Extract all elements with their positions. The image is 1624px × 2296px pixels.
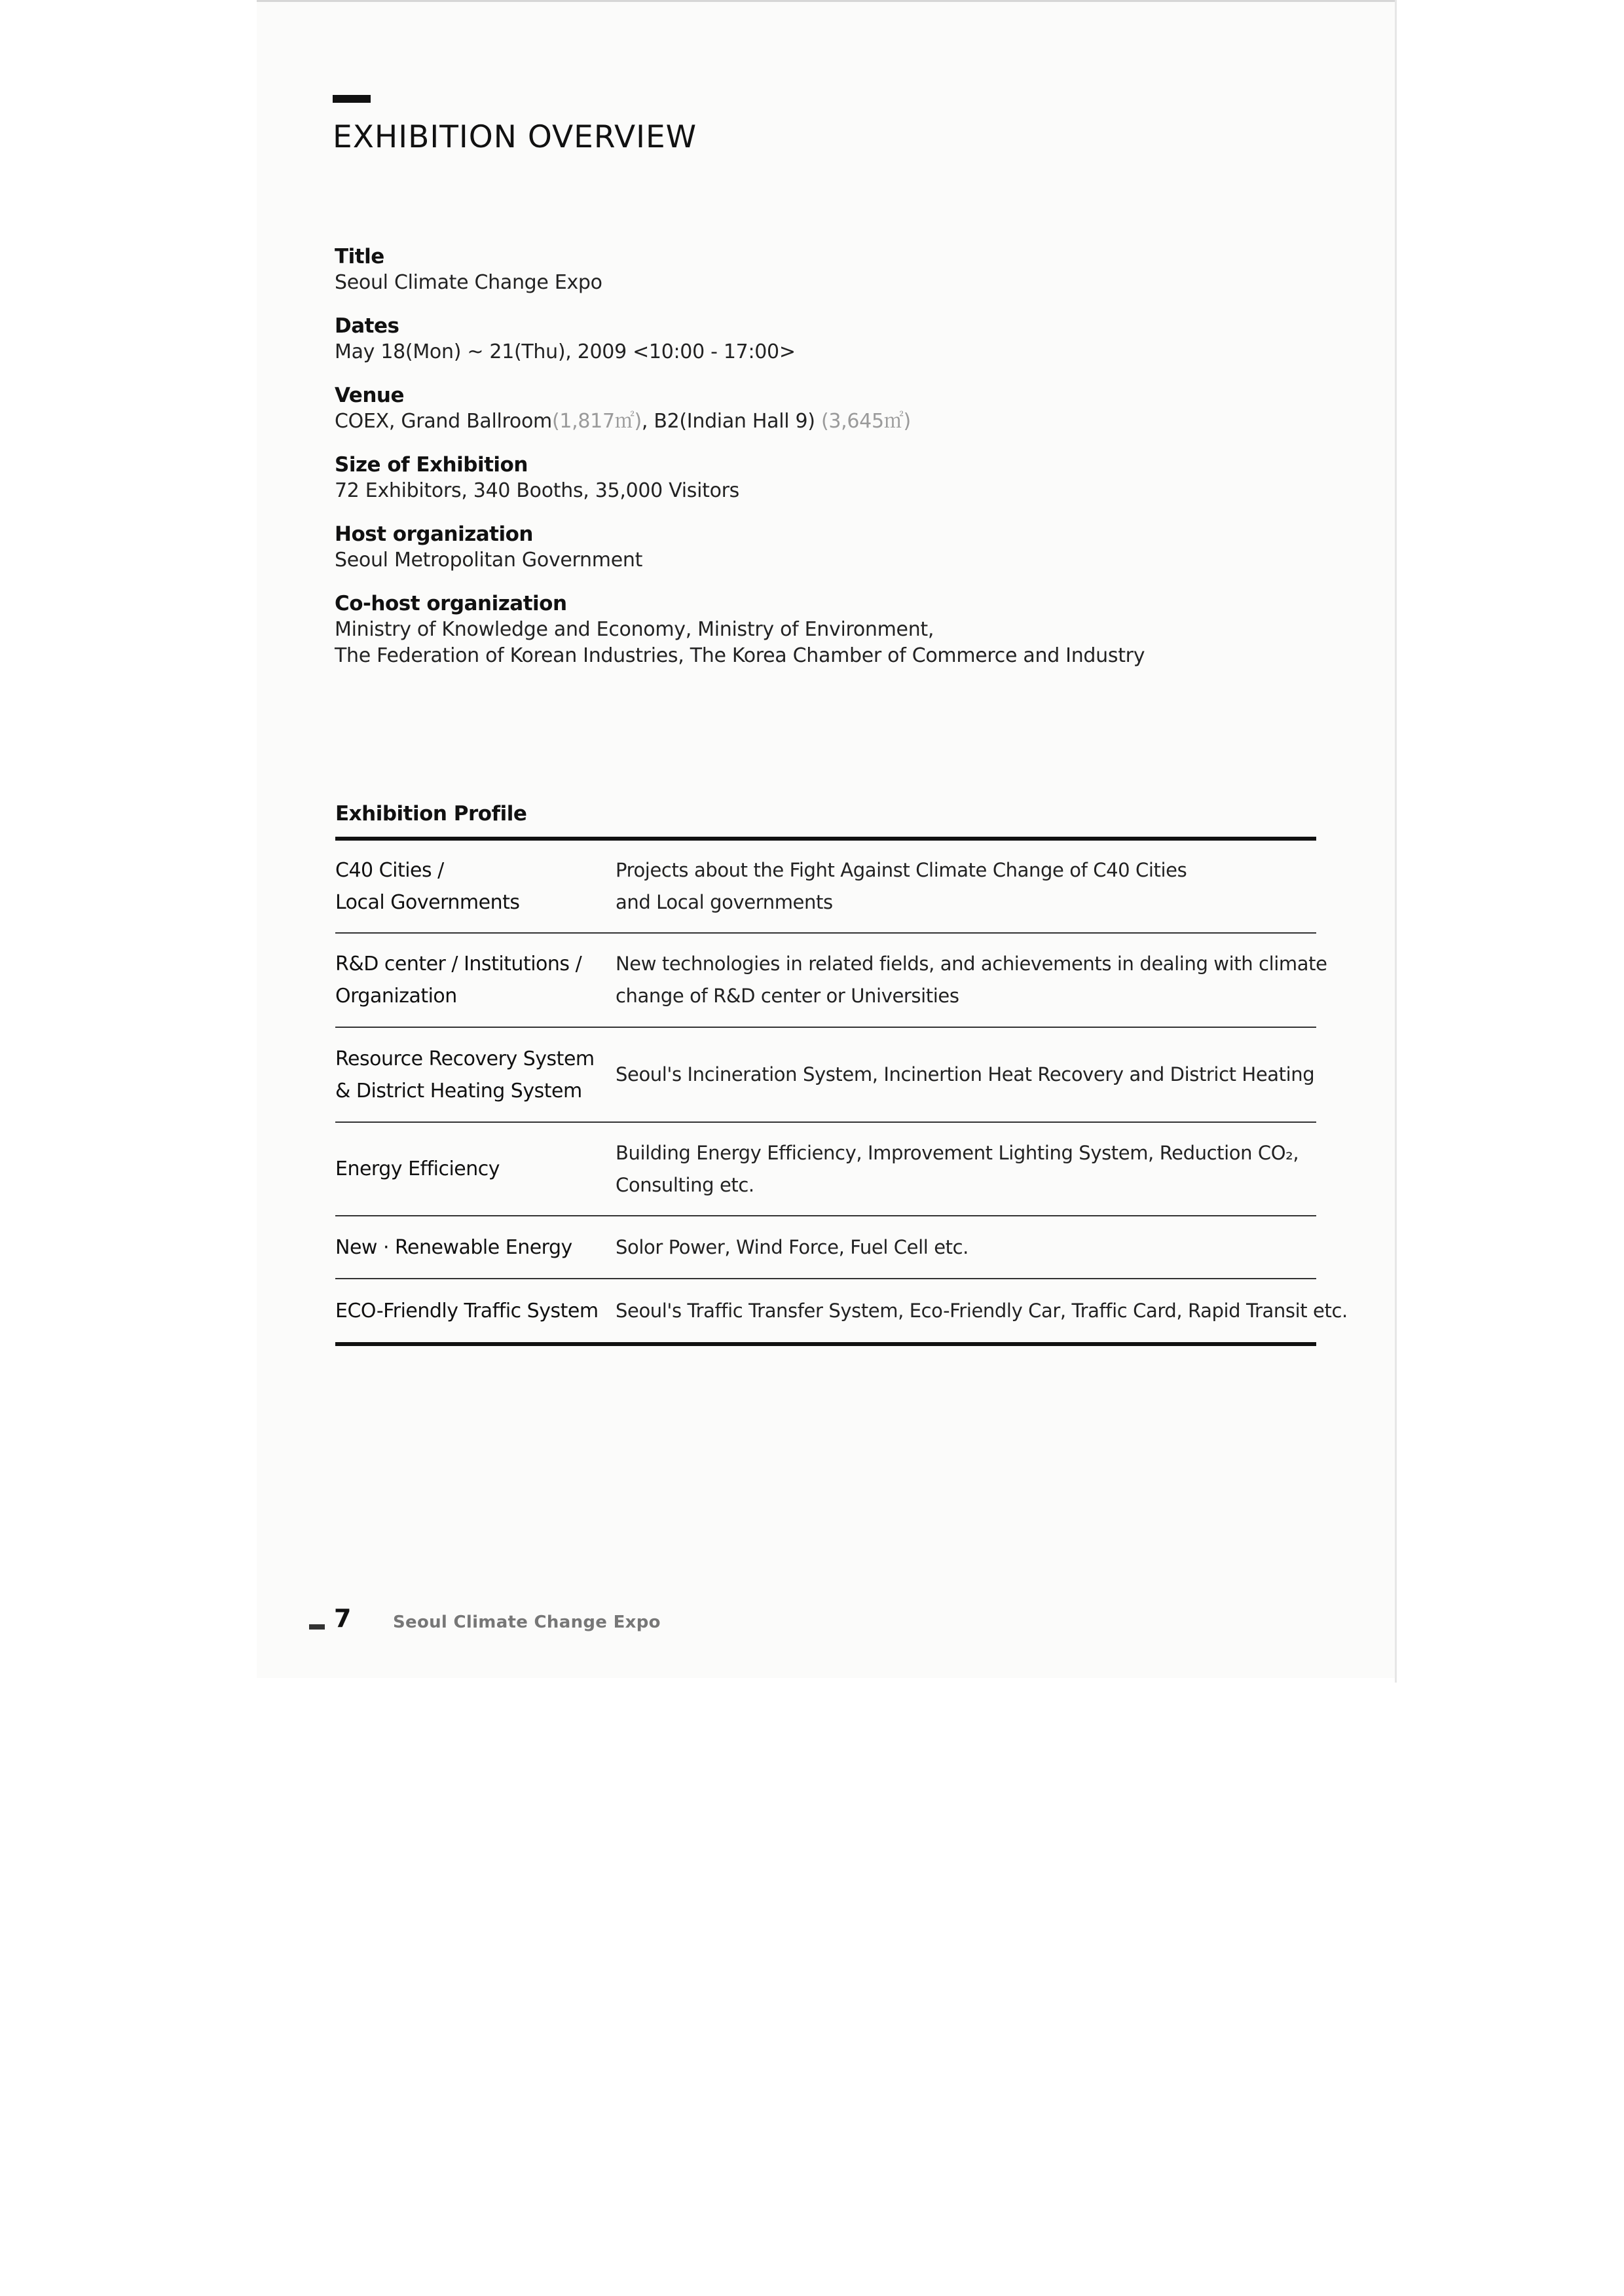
row-category: Resource Recovery System & District Heating System [335,1047,595,1102]
row-description: Seoul's Traffic Transfer System, Eco-Friendly Car, Traffic Card, Rapid Transit etc. [616,1299,1348,1322]
venue-name-1: COEX, Grand Ballroom [335,410,552,433]
table-row [335,841,1316,934]
venue-name-2: , B2(Indian Hall 9) [641,410,821,433]
page-title: EXHIBITION OVERVIEW [333,119,697,155]
field-title-label: Title [335,245,384,268]
row-category: Energy Efficiency [335,1157,500,1180]
profile-title: Exhibition Profile [335,802,527,826]
page-edge [1395,0,1397,1683]
row-category: ECO-Friendly Traffic System [335,1299,599,1322]
row-description: Projects about the Fight Against Climate Change of C40 Cities and Local governments [616,859,1187,913]
page-number: 7 [334,1604,352,1633]
row-description: Seoul's Incineration System, Incinertion Heat Recovery and District Heating [616,1063,1315,1085]
field-cohost-value-line-2: The Federation of Korean Industries, The Korea Chamber of Commerce and Industry [335,644,1145,667]
field-host [335,521,1350,574]
row-description: Solor Power, Wind Force, Fuel Cell etc. [616,1235,969,1258]
field-cohost-value-line-1: Ministry of Knowledge and Economy, Ministry of Environment, [335,618,934,641]
field-size-value: 72 Exhibitors, 340 Booths, 35,000 Visitors [335,479,740,502]
field-dates [335,313,1350,365]
row-category: New · Renewable Energy [335,1235,572,1259]
table-row [335,1028,1316,1123]
footer-publication: Seoul Climate Change Expo [393,1613,661,1632]
table-row [335,1279,1348,1342]
venue-area-1: (1,817㎡) [551,410,642,433]
venue-area-2: (3,645㎡) [821,410,911,433]
field-cohost-label: Co-host organization [335,592,567,615]
profile-table [335,837,1348,1346]
field-size-label: Size of Exhibition [335,453,528,477]
field-host-value: Seoul Metropolitan Government [335,549,643,572]
table-row [335,934,1327,1028]
row-category: R&D center / Institutions / Organization [335,953,582,1008]
field-title [335,244,1350,296]
heading-bar [333,95,371,103]
field-venue-label: Venue [335,384,404,407]
table-row [335,1216,1316,1279]
field-venue-value [335,409,1350,435]
table-row [335,1123,1316,1216]
field-venue [335,382,1350,435]
field-host-label: Host organization [335,522,533,546]
row-category: C40 Cities / Local Governments [335,859,520,914]
footer-mark [309,1624,325,1630]
row-description: New technologies in related fields, and achievements in dealing with climate change of R&D center or Universities [616,953,1327,1007]
field-cohost [335,591,1350,669]
row-description: Building Energy Efficiency, Improvement Lighting System, Reduction CO₂, Consulting etc. [616,1141,1299,1196]
field-title-value: Seoul Climate Change Expo [335,271,602,294]
field-size [335,452,1350,504]
field-dates-label: Dates [335,314,399,338]
field-dates-value: May 18(Mon) ~ 21(Thu), 2009 <10:00 - 17:00> [335,340,796,363]
